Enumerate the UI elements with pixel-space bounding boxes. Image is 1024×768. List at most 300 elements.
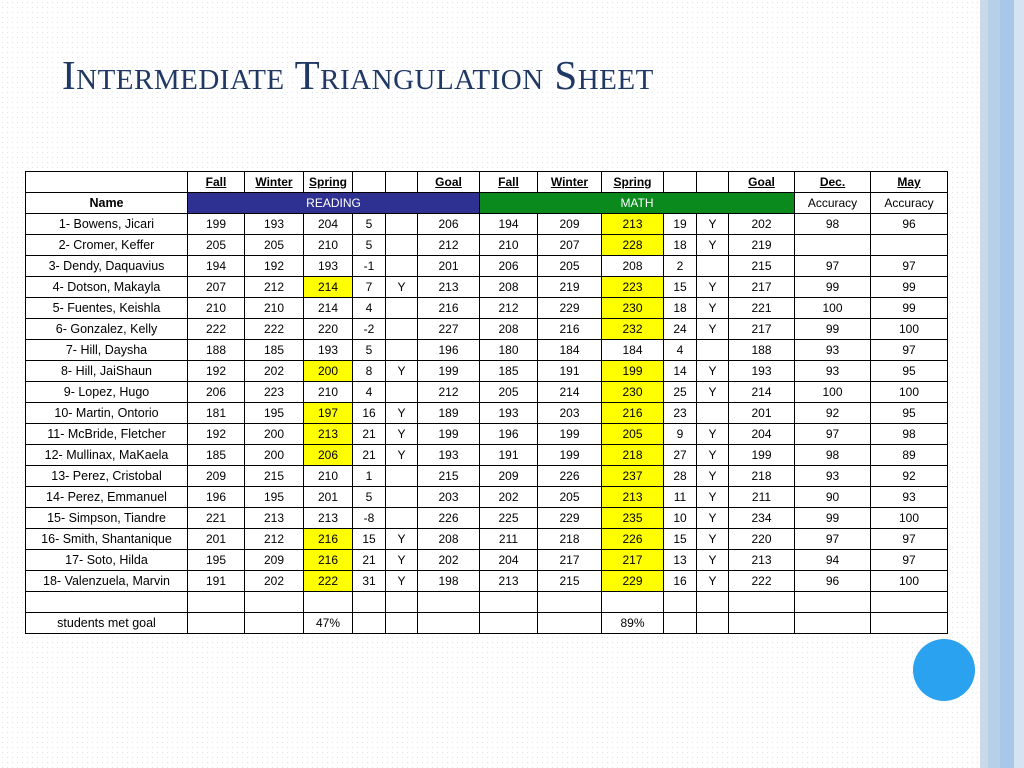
may-accuracy-cell: 98 [871, 424, 948, 445]
math-spring-cell: 208 [602, 256, 664, 277]
math-fall-cell: 211 [480, 529, 538, 550]
reading-goal-cell: 227 [418, 319, 480, 340]
decorative-band [988, 0, 1000, 768]
math-growth-cell: 19 [664, 214, 697, 235]
may-accuracy-cell: 100 [871, 382, 948, 403]
dec-accuracy-cell [795, 235, 871, 256]
reading-goal-cell: 201 [418, 256, 480, 277]
slide-title: Intermediate Triangulation Sheet [62, 52, 654, 98]
math-growth-cell: 16 [664, 571, 697, 592]
reading-spring-cell: 210 [304, 382, 353, 403]
reading-fall-cell: 196 [188, 487, 245, 508]
student-name: 1- Bowens, Jicari [26, 214, 188, 235]
math-spring-cell: 229 [602, 571, 664, 592]
decorative-band [1000, 0, 1014, 768]
reading-winter-cell: 222 [245, 319, 304, 340]
reading-goal-cell: 193 [418, 445, 480, 466]
math-met-cell: Y [697, 235, 729, 256]
student-name: 3- Dendy, Daquavius [26, 256, 188, 277]
reading-winter-cell: 205 [245, 235, 304, 256]
dec-accuracy-cell: 90 [795, 487, 871, 508]
student-name: 11- McBride, Fletcher [26, 424, 188, 445]
reading-spring-cell: 214 [304, 298, 353, 319]
reading-spring-cell: 206 [304, 445, 353, 466]
reading-fall-cell: 192 [188, 361, 245, 382]
student-name: 7- Hill, Daysha [26, 340, 188, 361]
reading-met-cell: Y [386, 571, 418, 592]
math-goal-cell: 222 [729, 571, 795, 592]
math-spring-cell: 230 [602, 298, 664, 319]
header-row-terms [26, 172, 948, 193]
reading-growth-cell: -8 [353, 508, 386, 529]
reading-met-cell [386, 256, 418, 277]
reading-growth-cell: 8 [353, 361, 386, 382]
empty-cell [871, 592, 948, 613]
reading-winter-cell: 212 [245, 529, 304, 550]
math-met-cell: Y [697, 319, 729, 340]
math-winter-cell: 203 [538, 403, 602, 424]
math-goal-cell: 214 [729, 382, 795, 403]
empty-cell [664, 592, 697, 613]
empty-cell [245, 592, 304, 613]
reading-growth-cell: 4 [353, 298, 386, 319]
math-met-cell [697, 256, 729, 277]
empty-cell [418, 592, 480, 613]
reading-spring-cell: 222 [304, 571, 353, 592]
math-winter-cell: 229 [538, 508, 602, 529]
math-growth-cell: 4 [664, 340, 697, 361]
reading-goal-cell: 202 [418, 550, 480, 571]
reading-spring-cell: 213 [304, 508, 353, 529]
reading-growth-cell: 5 [353, 235, 386, 256]
math-goal-cell: 204 [729, 424, 795, 445]
reading-spring-cell: 197 [304, 403, 353, 424]
table-row [26, 403, 948, 424]
dec-accuracy-cell: 97 [795, 529, 871, 550]
math-growth-cell: 11 [664, 487, 697, 508]
table-row [26, 277, 948, 298]
reading-goal-cell: 199 [418, 361, 480, 382]
student-name: 15- Simpson, Tiandre [26, 508, 188, 529]
dec-accuracy-cell: 99 [795, 277, 871, 298]
reading-goal-cell: 212 [418, 382, 480, 403]
reading-met-cell [386, 508, 418, 529]
student-name: 6- Gonzalez, Kelly [26, 319, 188, 340]
reading-winter-cell: 195 [245, 487, 304, 508]
math-fall-cell: 205 [480, 382, 538, 403]
math-winter-cell: 226 [538, 466, 602, 487]
reading-growth-cell: 4 [353, 382, 386, 403]
reading-met-cell: Y [386, 361, 418, 382]
table-row [26, 445, 948, 466]
student-name: 9- Lopez, Hugo [26, 382, 188, 403]
reading-growth-cell: 5 [353, 214, 386, 235]
reading-fall-cell: 210 [188, 298, 245, 319]
reading-fall-cell: 221 [188, 508, 245, 529]
reading-winter-cell: 210 [245, 298, 304, 319]
math-spring-cell: 205 [602, 424, 664, 445]
math-fall-cell: 225 [480, 508, 538, 529]
student-name: 8- Hill, JaiShaun [26, 361, 188, 382]
reading-spring-cell: 200 [304, 361, 353, 382]
math-spring-cell: 228 [602, 235, 664, 256]
empty-row [26, 592, 948, 613]
col-dec: Dec. [795, 172, 871, 193]
math-met-cell: Y [697, 298, 729, 319]
dec-accuracy-cell: 94 [795, 550, 871, 571]
empty-cell [664, 172, 697, 193]
reading-fall-cell: 207 [188, 277, 245, 298]
dec-accuracy-cell: 93 [795, 340, 871, 361]
math-winter-cell: 207 [538, 235, 602, 256]
math-fall-cell: 204 [480, 550, 538, 571]
math-goal-cell: 221 [729, 298, 795, 319]
reading-winter-cell: 202 [245, 361, 304, 382]
reading-fall-cell: 191 [188, 571, 245, 592]
reading-growth-cell: 15 [353, 529, 386, 550]
empty-cell [697, 172, 729, 193]
reading-goal-cell: 189 [418, 403, 480, 424]
table-row [26, 550, 948, 571]
empty-cell [245, 613, 304, 634]
table-row [26, 319, 948, 340]
table-row [26, 571, 948, 592]
math-met-cell: Y [697, 487, 729, 508]
empty-cell [729, 613, 795, 634]
math-met-cell [697, 340, 729, 361]
dec-accuracy-cell: 93 [795, 361, 871, 382]
empty-cell [538, 613, 602, 634]
math-met-cell: Y [697, 550, 729, 571]
reading-goal-cell: 215 [418, 466, 480, 487]
reading-winter-cell: 223 [245, 382, 304, 403]
math-winter-cell: 218 [538, 529, 602, 550]
dec-accuracy-header: Accuracy [795, 193, 871, 214]
reading-growth-cell: -2 [353, 319, 386, 340]
math-growth-cell: 27 [664, 445, 697, 466]
empty-cell [602, 592, 664, 613]
math-spring-cell: 217 [602, 550, 664, 571]
col-name: Name [26, 193, 188, 214]
math-growth-cell: 18 [664, 235, 697, 256]
math-spring-cell: 235 [602, 508, 664, 529]
reading-met-cell [386, 382, 418, 403]
math-goal-cell: 188 [729, 340, 795, 361]
reading-goal-cell: 208 [418, 529, 480, 550]
math-met-cell: Y [697, 424, 729, 445]
math-spring-cell: 213 [602, 487, 664, 508]
math-met-cell: Y [697, 277, 729, 298]
reading-spring-cell: 193 [304, 256, 353, 277]
math-growth-cell: 25 [664, 382, 697, 403]
math-winter-cell: 199 [538, 445, 602, 466]
reading-spring-cell: 220 [304, 319, 353, 340]
may-accuracy-cell: 95 [871, 361, 948, 382]
reading-met-cell [386, 319, 418, 340]
math-fall-cell: 208 [480, 277, 538, 298]
math-winter-cell: 191 [538, 361, 602, 382]
reading-winter-cell: 200 [245, 424, 304, 445]
triangulation-table [25, 171, 948, 634]
reading-met-cell [386, 487, 418, 508]
reading-winter-cell: 212 [245, 277, 304, 298]
col-math-spring: Spring [602, 172, 664, 193]
reading-winter-cell: 213 [245, 508, 304, 529]
math-met-cell: Y [697, 214, 729, 235]
math-goal-cell: 220 [729, 529, 795, 550]
empty-cell [795, 613, 871, 634]
math-growth-cell: 9 [664, 424, 697, 445]
reading-winter-cell: 195 [245, 403, 304, 424]
math-goal-cell: 217 [729, 319, 795, 340]
math-fall-cell: 191 [480, 445, 538, 466]
reading-fall-cell: 194 [188, 256, 245, 277]
student-name: 4- Dotson, Makayla [26, 277, 188, 298]
math-fall-cell: 193 [480, 403, 538, 424]
reading-met-cell: Y [386, 529, 418, 550]
math-fall-cell: 202 [480, 487, 538, 508]
table-row [26, 424, 948, 445]
math-winter-cell: 199 [538, 424, 602, 445]
math-winter-cell: 215 [538, 571, 602, 592]
dec-accuracy-cell: 92 [795, 403, 871, 424]
math-goal-cell: 211 [729, 487, 795, 508]
empty-cell [26, 592, 188, 613]
reading-met-cell: Y [386, 424, 418, 445]
empty-cell [353, 172, 386, 193]
empty-cell [386, 613, 418, 634]
math-growth-cell: 14 [664, 361, 697, 382]
table-row [26, 235, 948, 256]
reading-met-cell [386, 298, 418, 319]
empty-cell [188, 613, 245, 634]
math-fall-cell: 212 [480, 298, 538, 319]
reading-goal-cell: 212 [418, 235, 480, 256]
reading-goal-cell: 213 [418, 277, 480, 298]
reading-winter-cell: 215 [245, 466, 304, 487]
math-winter-cell: 209 [538, 214, 602, 235]
col-math-goal: Goal [729, 172, 795, 193]
table-row [26, 361, 948, 382]
math-winter-cell: 217 [538, 550, 602, 571]
math-goal-cell: 234 [729, 508, 795, 529]
dec-accuracy-cell: 96 [795, 571, 871, 592]
table-row [26, 508, 948, 529]
math-met-cell: Y [697, 382, 729, 403]
math-growth-cell: 15 [664, 529, 697, 550]
reading-met-cell [386, 466, 418, 487]
col-math-winter: Winter [538, 172, 602, 193]
reading-fall-cell: 188 [188, 340, 245, 361]
math-growth-cell: 24 [664, 319, 697, 340]
reading-section-header: READING [188, 193, 480, 214]
reading-growth-cell: 1 [353, 466, 386, 487]
may-accuracy-header: Accuracy [871, 193, 948, 214]
math-winter-cell: 205 [538, 256, 602, 277]
decorative-circle [913, 639, 975, 701]
math-spring-cell: 230 [602, 382, 664, 403]
reading-met-cell: Y [386, 277, 418, 298]
dec-accuracy-cell: 99 [795, 508, 871, 529]
student-name: 10- Martin, Ontorio [26, 403, 188, 424]
math-spring-cell: 216 [602, 403, 664, 424]
math-goal-cell: 213 [729, 550, 795, 571]
reading-spring-cell: 216 [304, 550, 353, 571]
empty-cell [871, 613, 948, 634]
empty-cell [538, 592, 602, 613]
empty-cell [26, 172, 188, 193]
math-goal-cell: 199 [729, 445, 795, 466]
reading-growth-cell: -1 [353, 256, 386, 277]
math-fall-cell: 194 [480, 214, 538, 235]
decorative-band [980, 0, 988, 768]
math-section-header: MATH [480, 193, 795, 214]
reading-growth-cell: 21 [353, 550, 386, 571]
math-spring-cell: 223 [602, 277, 664, 298]
table-row [26, 466, 948, 487]
reading-growth-cell: 5 [353, 340, 386, 361]
reading-fall-cell: 195 [188, 550, 245, 571]
reading-fall-cell: 205 [188, 235, 245, 256]
math-growth-cell: 2 [664, 256, 697, 277]
math-winter-cell: 219 [538, 277, 602, 298]
math-goal-cell: 201 [729, 403, 795, 424]
empty-cell [188, 592, 245, 613]
reading-spring-cell: 193 [304, 340, 353, 361]
dec-accuracy-cell: 100 [795, 298, 871, 319]
empty-cell [386, 172, 418, 193]
math-winter-cell: 216 [538, 319, 602, 340]
empty-cell [480, 613, 538, 634]
col-reading-fall: Fall [188, 172, 245, 193]
math-growth-cell: 13 [664, 550, 697, 571]
empty-cell [729, 592, 795, 613]
reading-growth-cell: 7 [353, 277, 386, 298]
reading-growth-cell: 31 [353, 571, 386, 592]
may-accuracy-cell: 100 [871, 508, 948, 529]
may-accuracy-cell: 99 [871, 298, 948, 319]
reading-met-cell [386, 214, 418, 235]
reading-fall-cell: 222 [188, 319, 245, 340]
reading-fall-cell: 181 [188, 403, 245, 424]
math-fall-cell: 196 [480, 424, 538, 445]
student-name: 12- Mullinax, MaKaela [26, 445, 188, 466]
reading-spring-cell: 210 [304, 235, 353, 256]
col-may: May [871, 172, 948, 193]
col-reading-goal: Goal [418, 172, 480, 193]
students-met-goal-label: students met goal [26, 613, 188, 634]
reading-winter-cell: 192 [245, 256, 304, 277]
math-winter-cell: 205 [538, 487, 602, 508]
empty-cell [353, 592, 386, 613]
math-spring-cell: 232 [602, 319, 664, 340]
reading-fall-cell: 206 [188, 382, 245, 403]
reading-growth-cell: 16 [353, 403, 386, 424]
math-fall-cell: 210 [480, 235, 538, 256]
math-goal-cell: 202 [729, 214, 795, 235]
math-spring-cell: 218 [602, 445, 664, 466]
empty-cell [418, 613, 480, 634]
reading-growth-cell: 5 [353, 487, 386, 508]
may-accuracy-cell: 96 [871, 214, 948, 235]
may-accuracy-cell: 95 [871, 403, 948, 424]
math-fall-cell: 206 [480, 256, 538, 277]
math-fall-cell: 213 [480, 571, 538, 592]
reading-met-cell: Y [386, 445, 418, 466]
empty-cell [795, 592, 871, 613]
col-reading-spring: Spring [304, 172, 353, 193]
reading-spring-cell: 201 [304, 487, 353, 508]
dec-accuracy-cell: 97 [795, 256, 871, 277]
may-accuracy-cell: 92 [871, 466, 948, 487]
reading-winter-cell: 193 [245, 214, 304, 235]
reading-met-cell [386, 340, 418, 361]
empty-cell [386, 592, 418, 613]
reading-fall-cell: 201 [188, 529, 245, 550]
math-met-cell: Y [697, 508, 729, 529]
math-met-cell: Y [697, 571, 729, 592]
table-row [26, 214, 948, 235]
reading-goal-cell: 203 [418, 487, 480, 508]
reading-goal-cell: 226 [418, 508, 480, 529]
empty-cell [480, 592, 538, 613]
student-name: 18- Valenzuela, Marvin [26, 571, 188, 592]
dec-accuracy-cell: 97 [795, 424, 871, 445]
may-accuracy-cell: 100 [871, 571, 948, 592]
reading-met-goal-percent: 47% [304, 613, 353, 634]
may-accuracy-cell: 97 [871, 256, 948, 277]
math-goal-cell: 193 [729, 361, 795, 382]
math-growth-cell: 10 [664, 508, 697, 529]
math-growth-cell: 28 [664, 466, 697, 487]
student-name: 2- Cromer, Keffer [26, 235, 188, 256]
dec-accuracy-cell: 100 [795, 382, 871, 403]
math-met-cell [697, 403, 729, 424]
math-fall-cell: 180 [480, 340, 538, 361]
reading-fall-cell: 185 [188, 445, 245, 466]
reading-growth-cell: 21 [353, 424, 386, 445]
may-accuracy-cell: 97 [871, 340, 948, 361]
header-row-subjects [26, 193, 948, 214]
reading-met-cell [386, 235, 418, 256]
math-goal-cell: 217 [729, 277, 795, 298]
math-met-cell: Y [697, 466, 729, 487]
empty-cell [697, 592, 729, 613]
reading-goal-cell: 199 [418, 424, 480, 445]
may-accuracy-cell: 100 [871, 319, 948, 340]
reading-fall-cell: 192 [188, 424, 245, 445]
col-math-fall: Fall [480, 172, 538, 193]
dec-accuracy-cell: 98 [795, 214, 871, 235]
math-met-cell: Y [697, 361, 729, 382]
math-spring-cell: 199 [602, 361, 664, 382]
math-spring-cell: 237 [602, 466, 664, 487]
empty-cell [304, 592, 353, 613]
math-growth-cell: 18 [664, 298, 697, 319]
summary-row [26, 613, 948, 634]
empty-cell [664, 613, 697, 634]
may-accuracy-cell: 97 [871, 550, 948, 571]
math-met-cell: Y [697, 445, 729, 466]
dec-accuracy-cell: 93 [795, 466, 871, 487]
table-row [26, 340, 948, 361]
table-row [26, 256, 948, 277]
reading-growth-cell: 21 [353, 445, 386, 466]
reading-goal-cell: 206 [418, 214, 480, 235]
table-row [26, 487, 948, 508]
reading-winter-cell: 200 [245, 445, 304, 466]
dec-accuracy-cell: 99 [795, 319, 871, 340]
